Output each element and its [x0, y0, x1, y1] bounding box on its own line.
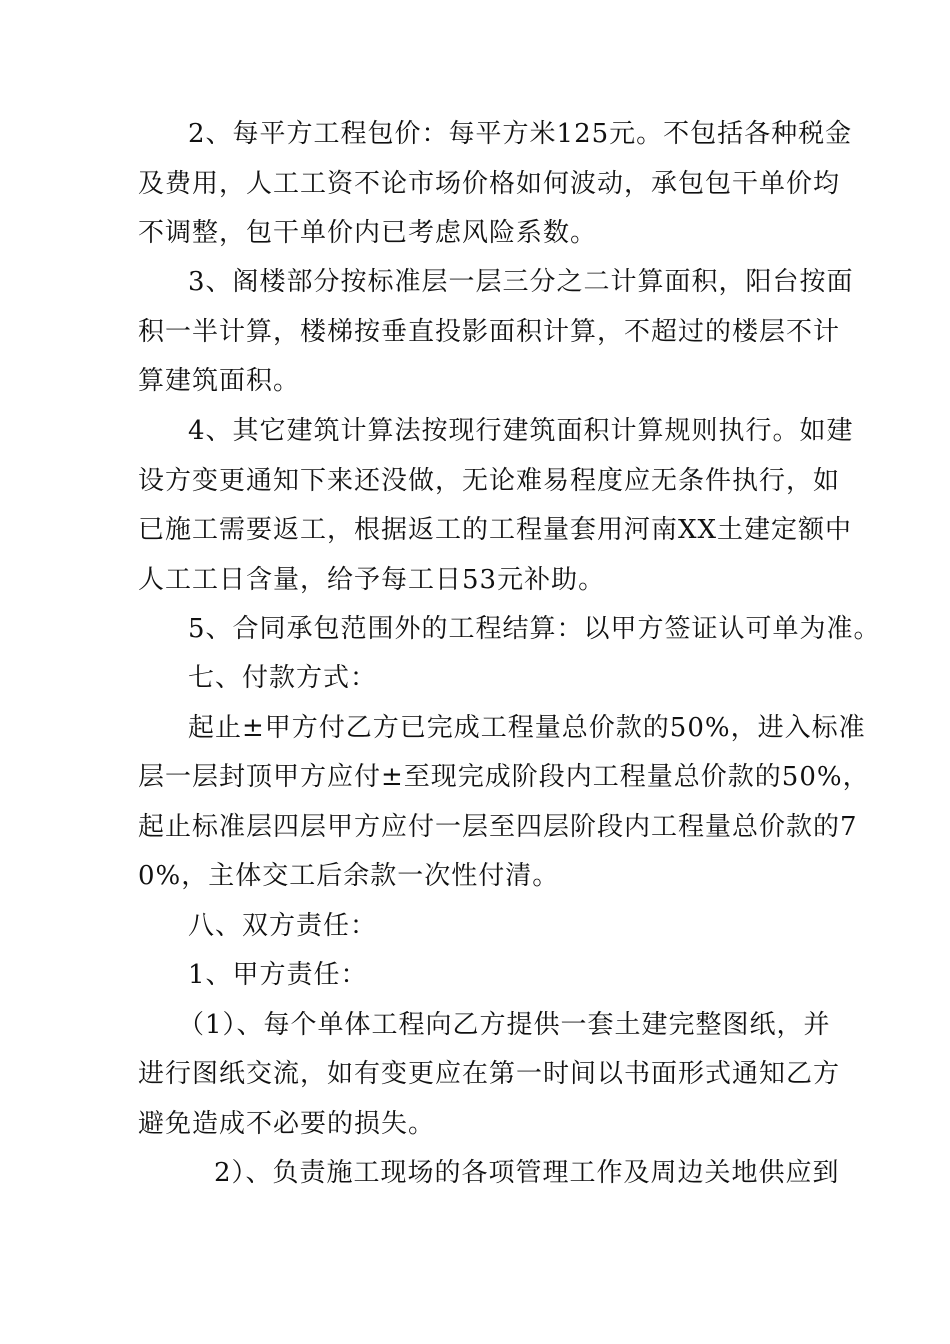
payment-line-3: 起止标准层四层甲方应付一层至四层阶段内工程量总价款的7 [138, 812, 858, 842]
clause-4-line-1: 4、其它建筑计算法按现行建筑面积计算规则执行。如建 [188, 416, 854, 446]
party-a-item-2-line-1: 2）、负责施工现场的各项管理工作及周边关地供应到 [214, 1158, 840, 1188]
clause-2-line-1: 2、每平方工程包价：每平方米125元。不包括各种税金 [188, 119, 853, 149]
section-7-heading: 七、付款方式： [188, 663, 378, 693]
clause-4-line-4: 人工工日含量，给予每工日53元补助。 [138, 565, 606, 595]
party-a-item-1-line-3: 避免造成不必要的损失。 [138, 1109, 436, 1139]
clause-3-line-1: 3、阁楼部分按标准层一层三分之二计算面积，阳台按面 [188, 267, 854, 297]
clause-5-line-1: 5、合同承包范围外的工程结算：以甲方签证认可单为准。 [188, 614, 881, 644]
section-8-heading: 八、双方责任： [188, 911, 378, 941]
clause-2-line-3: 不调整，包干单价内已考虑风险系数。 [138, 218, 598, 248]
payment-line-1: 起止±甲方付乙方已完成工程量总价款的50%，进入标准 [188, 713, 866, 743]
party-a-item-1-line-1: （1）、每个单体工程向乙方提供一套土建完整图纸，并 [178, 1010, 831, 1040]
clause-4-line-3: 已施工需要返工，根据返工的工程量套用河南XX土建定额中 [138, 515, 853, 545]
payment-line-2: 层一层封顶甲方应付±至现完成阶段内工程量总价款的50%， [138, 762, 870, 792]
clause-4-line-2: 设方变更通知下来还没做，无论难易程度应无条件执行，如 [138, 466, 841, 496]
clause-3-line-2: 积一半计算，楼梯按垂直投影面积计算，不超过的楼层不计 [138, 317, 841, 347]
clause-3-line-3: 算建筑面积。 [138, 366, 301, 396]
party-a-heading: 1、甲方责任： [188, 960, 368, 990]
party-a-item-1-line-2: 进行图纸交流，如有变更应在第一时间以书面形式通知乙方 [138, 1059, 841, 1089]
clause-2-line-2: 及费用，人工工资不论市场价格如何波动，承包包干单价均 [138, 169, 841, 199]
payment-line-4: 0%，主体交工后余款一次性付清。 [138, 861, 560, 891]
